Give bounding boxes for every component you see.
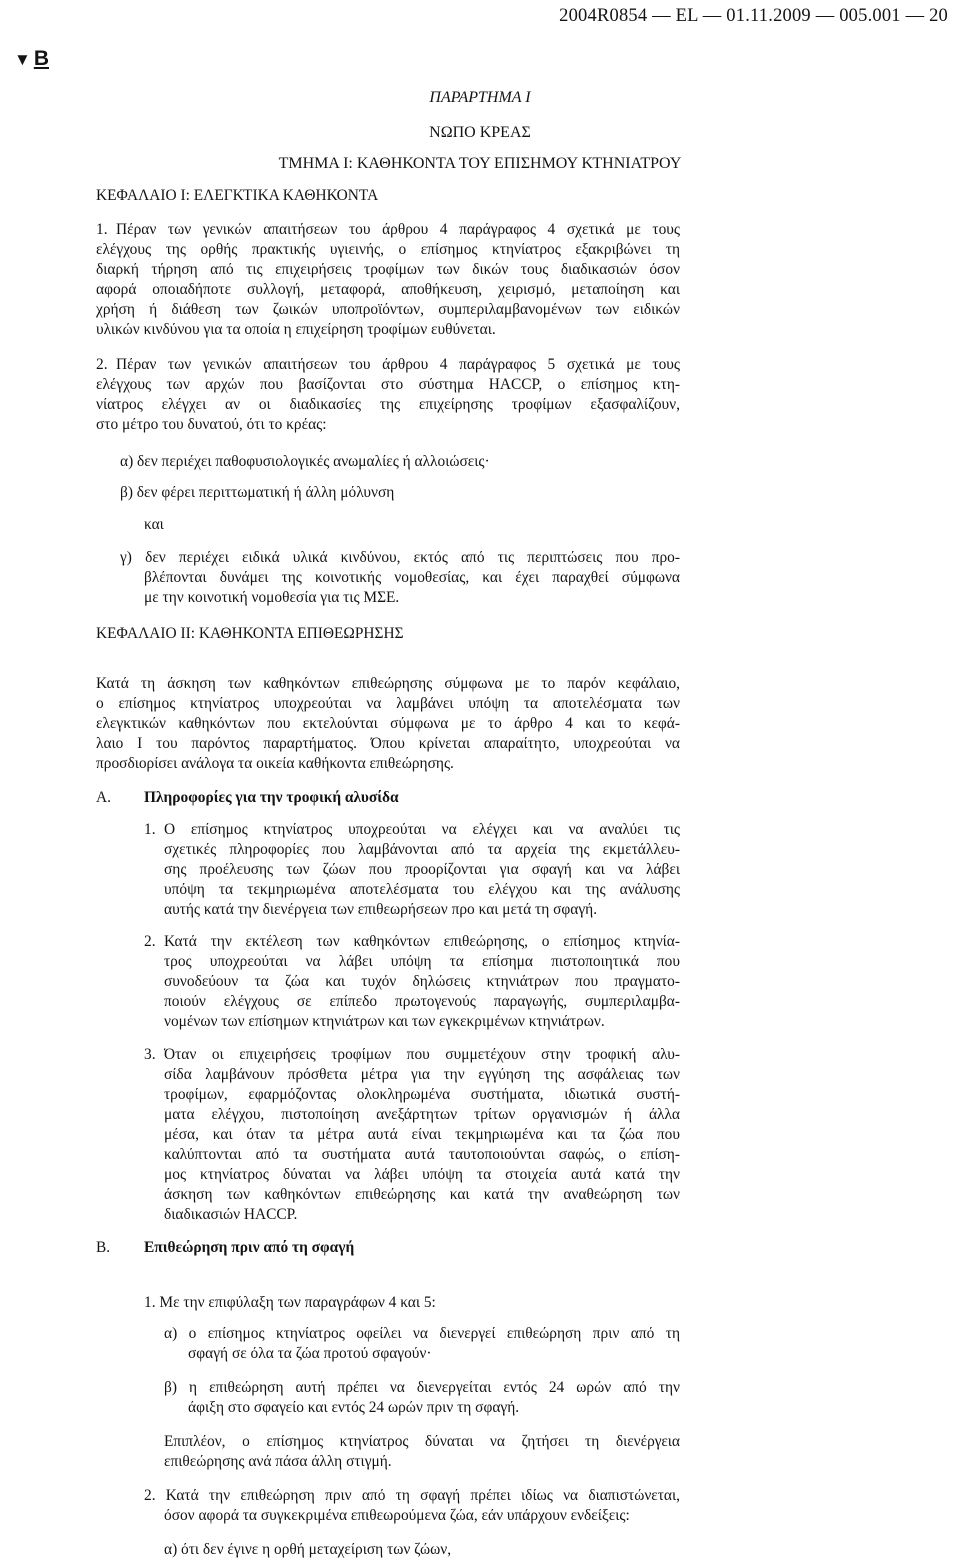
triangle-down-icon: ▼ [14,50,31,69]
document-header: 2004R0854 — EL — 01.11.2009 — 005.001 — 20 [559,6,948,26]
text-line: νίατρος ελέγχει αν οι διαδικασίες της επιχείρησης τροφίμων εξασφαλίζουν, [96,396,680,413]
text-line: υπόψη τα τεκμηριωμένα αποτελέσματα του ελέγχου και της ανάλυσης [164,881,680,898]
paragraph-number: 2. [96,356,108,373]
section-b-item-1-extra [164,1432,680,1472]
text-line: καλύπτονται από τα συστήματα αυτά ταυτοποιούνται σαφώς, ο επίση- [164,1146,680,1163]
text-line: άσκηση των καθηκόντων επιθεώρησης και κατά την αναθεώρηση των [164,1186,680,1203]
text-line: αφορά οποιαδήποτε συλλογή, μεταφορά, αποθήκευση, χειρισμό, μεταποίηση και [96,281,680,298]
item-number: 1. [144,821,156,838]
text-line: ελεγκτικών καθηκόντων που εκτελούνται σύμφωνα με το άρθρο 4 και το κεφά- [96,715,680,732]
text-line: βλέπονται δυνάμει της κοινοτικής νομοθεσίας, και έχει παραχθεί σύμφωνα [144,569,680,586]
text-line: χρήση ή διάθεση των ζωικών υποπροϊόντων, συμπεριλαμβανομένων των ειδικών [96,301,680,318]
text-line: ματα ελέγχου, πιστοποίηση ανεξάρτητων τρίτων οργανισμών ή άλλα [164,1106,680,1123]
text-line: λαιο I του παρόντος παραρτήματος. Όπου κρίνεται απαραίτητο, υποχρεούται να [96,735,680,752]
section-b-item-1-b [164,1378,680,1418]
section-b-title: Επιθεώρηση πριν από τη σφαγή [144,1239,355,1256]
section-a-item-1 [144,820,680,920]
annex-title: ΠΑΡΑΡΤΗΜΑ I [429,89,531,106]
text-line: τρος υποχρεούται να λάβει υπόψη τα επίσημα πιστοποιητικά που [164,953,680,970]
section-b-item-1-a [164,1324,680,1364]
section-title: ΤΜΗΜΑ I: ΚΑΘΗΚΟΝΤΑ ΤΟΥ ΕΠΙΣΗΜΟΥ ΚΤΗΝΙΑΤΡΟΥ [278,155,682,172]
paragraph-2 [96,355,680,435]
text-line: Ο επίσημος κτηνίατρος υποχρεούται να ελέγχει και να αναλύει τις [164,821,680,838]
chapter2-intro [96,674,680,774]
conjunction-and: και [144,516,164,533]
text-line: σχετικές πληροφορίες που λαμβάνονται από τα αρχεία της εκμετάλλευ- [164,841,680,858]
section-a-item-3 [144,1045,680,1225]
text-line: σίδα λαμβάνουν πρόσθετα μέτρα για την εγγύηση της ασφάλειας των [164,1066,680,1083]
amendment-marker-label: B [33,47,49,70]
text-line: σφαγή σε όλα τα ζώα προτού σφαγούν· [188,1345,432,1362]
text-line: επιθεώρησης ανά πάσα άλλη στιγμή. [164,1453,392,1470]
text-line: άφιξη στο σφαγείο και εντός 24 ωρών πριν τη σφαγή. [188,1399,520,1416]
item-number: 3. [144,1046,156,1063]
main-title: ΝΩΠΟ ΚΡΕΑΣ [429,124,531,141]
text-line: όσον αφορά τα συγκεκριμένα επιθεωρούμενα ζώα, εάν υπάρχουν ενδείξεις: [164,1507,630,1524]
text-line: στο μέτρο του δυνατού, ότι το κρέας: [96,416,327,433]
item-number: 2. [144,933,156,950]
text-line: συνοδεύουν τα ζώα και τυχόν δηλώσεις κτηνιάτρων που πραγματο- [164,973,680,990]
text-line: β) η επιθεώρηση αυτή πρέπει να διενεργείται εντός 24 ωρών από την [164,1379,680,1396]
text-line: διαδικασιών HACCP. [164,1206,298,1223]
text-line: Κατά τη άσκηση των καθηκόντων επιθεώρησης σύμφωνα με το παρόν κεφάλαιο, [96,675,680,692]
section-b-item-2 [144,1486,680,1526]
section-b-letter: B. [96,1239,111,1256]
text-line: αυτής κατά την διενέργεια των επιθεωρήσεων προ και μετά τη σφαγή. [164,901,598,918]
chapter1-title: ΚΕΦΑΛΑΙΟ I: ΕΛΕΓΚΤΙΚΑ ΚΑΘΗΚΟΝΤΑ [96,187,379,204]
text-line: ο επίσημος κτηνίατρος υποχρεούται να λαμβάνει υπόψη τα αποτελέσματα των [96,695,680,712]
chapter2-title: ΚΕΦΑΛΑΙΟ II: ΚΑΘΗΚΟΝΤΑ ΕΠΙΘΕΩΡΗΣΗΣ [96,625,404,642]
text-line: ελέγχους των αρχών που βασίζονται στο σύστημα HACCP, ο επίσημος κτη- [96,376,680,393]
text-line: μέσα, και όταν τα μέτρα αυτά είναι τεκμηριωμένα και τα ζώα που [164,1126,680,1143]
paragraph-1 [96,220,680,340]
text-line: Όταν οι επιχειρήσεις τροφίμων που συμμετέχουν στην τροφική αλυ- [164,1046,680,1063]
section-b-item-1-intro: 1. Με την επιφύλαξη των παραγράφων 4 και 5: [144,1294,436,1311]
section-b-item-2-a: α) ότι δεν έγινε η ορθή μεταχείριση των ζώων, [164,1541,452,1558]
section-a-item-2 [144,932,680,1032]
text-line: Πέραν των γενικών απαιτήσεων του άρθρου 4 παράγραφος 5 σχετικά με τους [116,356,680,373]
text-line: ελέγχους της ορθής πρακτικής υγιεινής, ο επίσημος κτηνίατρος εξακριβώνει τη [96,241,680,258]
section-a-title: Πληροφορίες για την τροφική αλυσίδα [144,789,399,806]
text-line: α) ο επίσημος κτηνίατρος οφείλει να διενεργεί επιθεώρηση πριν από τη [164,1325,680,1342]
text-line: με την κοινοτική νομοθεσία για τις ΜΣΕ. [144,589,400,606]
list-item-b: β) δεν φέρει περιττωματική ή άλλη μόλυνση [120,484,395,501]
text-line: σης προέλευσης των ζώων που προορίζονται για σφαγή και να λάβει [164,861,680,878]
text-line: 2. Κατά την επιθεώρηση πριν από τη σφαγή πρέπει ιδίως να διαπιστώνεται, [144,1487,680,1504]
section-a-letter: A. [96,789,111,806]
paragraph-number: 1. [96,221,108,238]
text-line: υλικών κινδύνου για τα οποία η επιχείρηση τροφίμων ευθύνεται. [96,321,496,338]
text-line: γ) δεν περιέχει ειδικά υλικά κινδύνου, εκτός από τις περιπτώσεις που προ- [120,549,680,566]
text-line: ποιούν ελέγχους σε επίπεδο πρωτογενούς παραγωγής, συμπεριλαμβα- [164,993,680,1010]
text-line: τροφίμων, εφαρμόζοντας ολοκληρωμένα συστήματα, ιδιωτικά συστή- [164,1086,680,1103]
text-line: Επιπλέον, ο επίσημος κτηνίατρος δύναται να ζητήσει τη διενέργεια [164,1433,680,1450]
text-line: νομένων των επίσημων κτηνιάτρων και των εγκεκριμένων κτηνιάτρων. [164,1013,605,1030]
text-line: προσδιορίσει ανάλογα τα οικεία καθήκοντα επιθεώρησης. [96,755,454,772]
text-line: μος κτηνίατρος δύναται να λάβει υπόψη τα στοιχεία αυτά κατά την [164,1166,680,1183]
text-line: Πέραν των γενικών απαιτήσεων του άρθρου 4 παράγραφος 4 σχετικά με τους [116,221,680,238]
list-item-c [120,548,680,608]
list-item-a: α) δεν περιέχει παθοφυσιολογικές ανωμαλίες ή αλλοιώσεις· [120,453,490,470]
text-line: διαρκή τήρηση από τις επιχειρήσεις τροφίμων των δικών τους διαδικασιών όσον [96,261,680,278]
amendment-marker [14,47,49,72]
text-line: Κατά την εκτέλεση των καθηκόντων επιθεώρησης, ο επίσημος κτηνία- [164,933,680,950]
